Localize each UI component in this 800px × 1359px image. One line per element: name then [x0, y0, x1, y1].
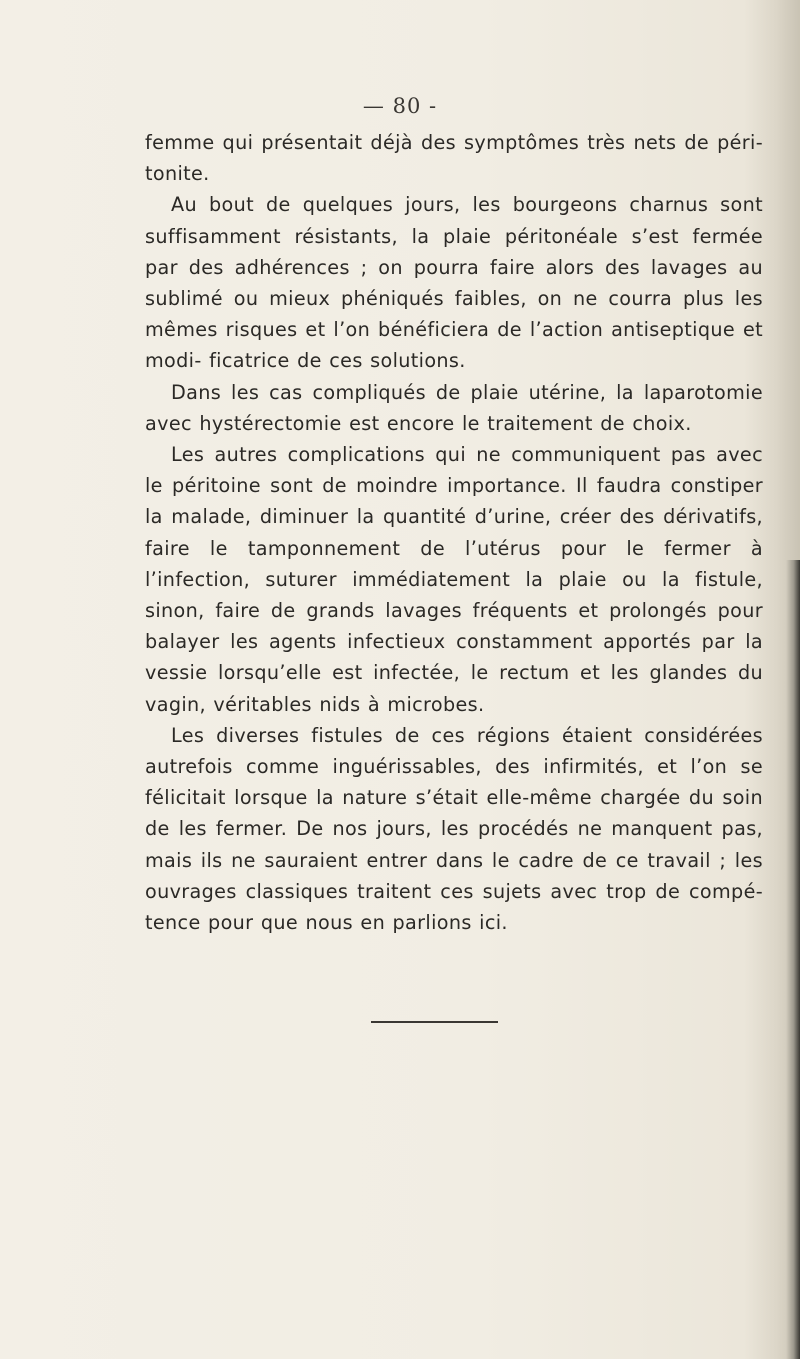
paragraph: Au bout de quelques jours, les bourgeons charnus sont suffisamment résistants, la plaie péritonéale s’est fermée par des adhérences ; on pourra faire alors des lavages au sublimé ou mieux phéniqués faibles, on ne courra plus les mêmes risques et l’on bénéficiera de l’action antiseptique et modi- ficatrice de ces solutions. [145, 193, 763, 373]
body-text [145, 127, 763, 938]
paragraph-continuation: femme qui présentait déjà des symptômes très nets de péri- tonite. [145, 131, 763, 186]
paragraph: Les autres complications qui ne communiquent pas avec le péritoine sont de moindre importance. Il faudra constiper la malade, diminuer la quantité d’urine, créer des dérivatifs, faire le tamponnement de l’utérus pour le fermer à l’infection, suturer immédiatement la plaie ou la fistule, sinon, faire de grands lavages fréquents et prolongés pour balayer les agents infectieux constamment apportés par la vessie lorsqu’elle est infectée, le rectum et les glandes du vagin, véritables nids à microbes. [145, 443, 763, 716]
paragraph: Les diverses fistules de ces régions étaient considérées autrefois comme inguérissables, des infirmités, et l’on se félicitait lorsque la nature s’était elle-même chargée du soin de les fermer. De nos jours, les procédés ne manquent pas, mais ils ne sauraient entrer dans le cadre de ce travail ; les ouvrages classiques traitent ces sujets avec trop de compé- tence pour que nous en parlions ici. [145, 723, 763, 935]
page-edge-shadow [786, 560, 800, 1359]
section-end-rule [371, 1021, 498, 1023]
page-number: — 80 - [362, 94, 438, 118]
paragraph: Dans les cas compliqués de plaie utérine, la laparotomie avec hystérectomie est encore le traitement de choix. [145, 380, 763, 435]
